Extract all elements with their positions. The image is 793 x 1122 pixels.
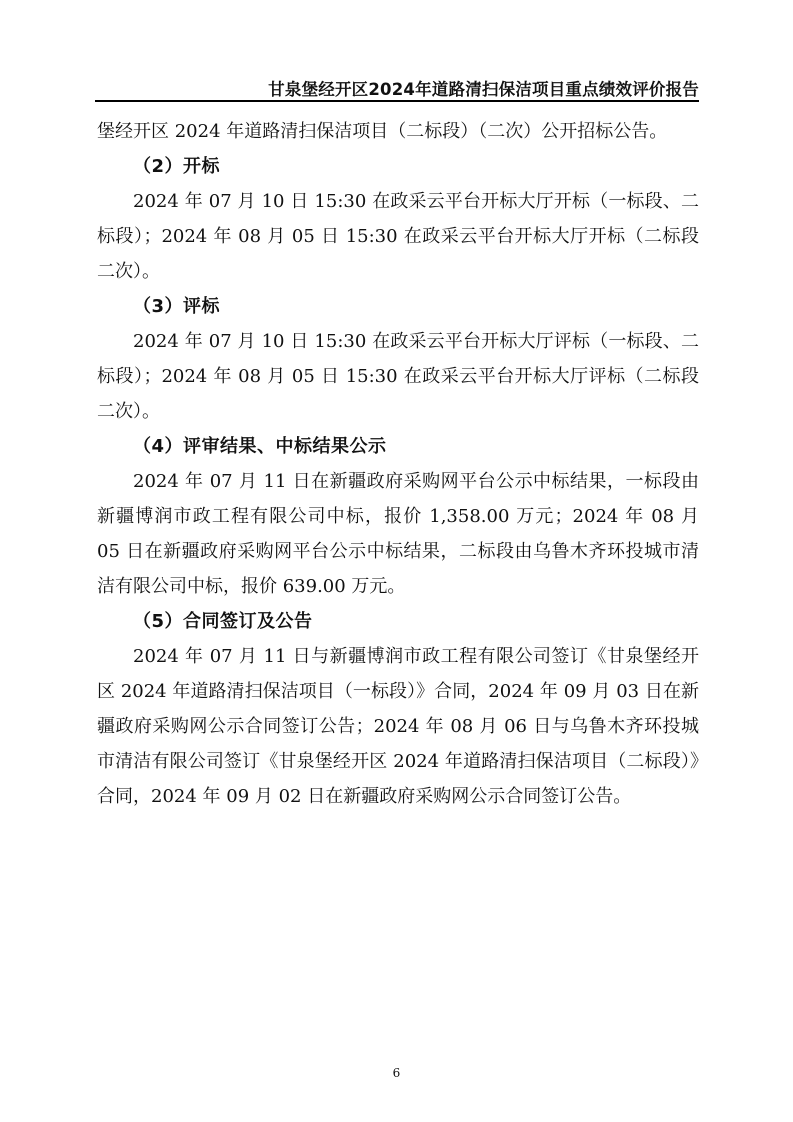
paragraph-bid-evaluation: 2024 年 07 月 10 日 15:30 在政采云平台开标大厅评标（一标段、二标段）；2024 年 08 月 05 日 15:30 在政采云平台开标大厅评标（二标段二次）。 <box>97 331 699 422</box>
paragraph-contract: 2024 年 07 月 11 日与新疆博润市政工程有限公司签订《甘泉堡经开区 2024 年道路清扫保洁项目（一标段）》合同，2024 年 09 月 03 日在新疆政府采购网公示合同签订公告；2024 年 08 月 06 日与乌鲁木齐环投城市清洁有限公司签订《甘泉堡经开区 2024 年道路清扫保洁项目（二标段）》合同，2024 年 09 月 02 日在新疆政府采购网公示合同签订公告。 <box>97 646 699 807</box>
document-body <box>97 114 699 814</box>
page-number: 6 <box>392 1066 401 1080</box>
paragraph-results: 2024 年 07 月 11 日在新疆政府采购网平台公示中标结果，一标段由新疆博润市政工程有限公司中标，报价 1,358.00 万元；2024 年 08 月 05 日在新疆政府采购网平台公示中标结果，二标段由乌鲁木齐环投城市清洁有限公司中标，报价 639.00 万元。 <box>97 471 699 597</box>
paragraph-continuation: 堡经开区 2024 年道路清扫保洁项目（二标段）（二次）公开招标公告。 <box>97 121 668 142</box>
section-heading-bid-evaluation: （3）评标 <box>133 296 221 317</box>
running-header: 甘泉堡经开区2024年道路清扫保洁项目重点绩效评价报告 <box>268 80 699 99</box>
paragraph-bid-opening: 2024 年 07 月 10 日 15:30 在政采云平台开标大厅开标（一标段、二标段）；2024 年 08 月 05 日 15:30 在政采云平台开标大厅开标（二标段二次）。 <box>97 191 699 282</box>
section-heading-contract: （5）合同签订及公告 <box>133 611 313 632</box>
header-rule <box>95 100 699 102</box>
section-heading-results: （4）评审结果、中标结果公示 <box>133 436 387 457</box>
section-heading-bid-opening: （2）开标 <box>133 156 221 177</box>
